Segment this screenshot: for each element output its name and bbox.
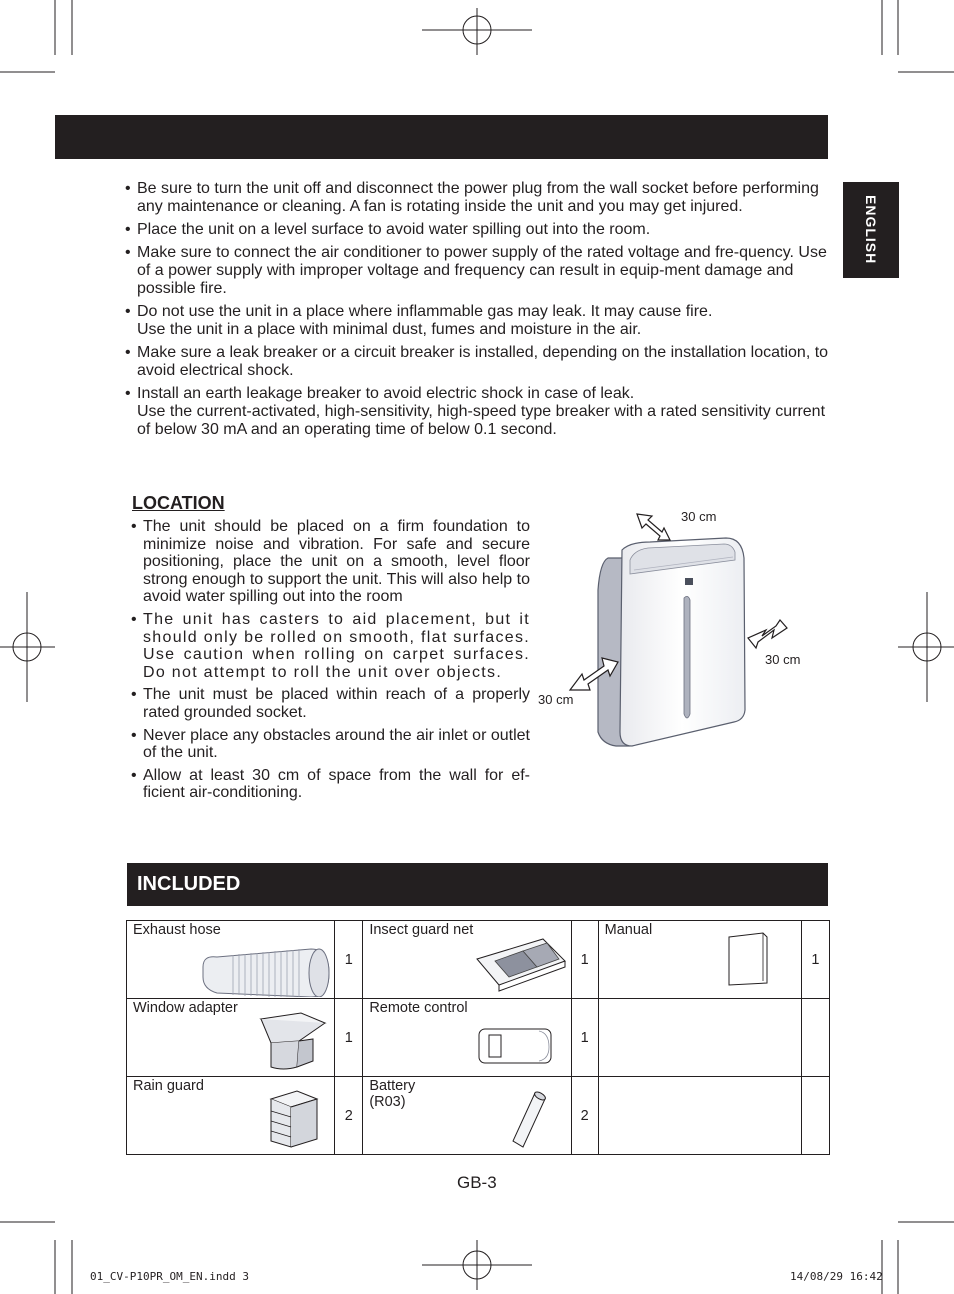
item-qty: 1 <box>335 999 363 1077</box>
location-item: • The unit has casters to aid placement, but it should only be rolled on smooth, flat surfaces. Use caution when rolling on carpet surfaces. Do not attempt to roll the unit over objects. <box>131 611 530 681</box>
table-row <box>127 921 830 999</box>
precaution-item: • Install an earth leakage breaker to avoid electric shock in case of leak. Use the current-activated, high-sensitivity, high-speed type breaker with a rated sensitivity current of below 30 mA and an operating time of below 0.1 second. <box>125 385 830 439</box>
battery-image <box>509 1089 551 1151</box>
footer-file-name: 01_CV-P10PR_OM_EN.indd 3 <box>90 1270 249 1283</box>
item-cell-empty <box>598 999 801 1077</box>
clearance-arrow-right <box>748 620 787 648</box>
clearance-label-left: 30 cm <box>538 692 574 707</box>
item-qty-empty <box>801 1077 829 1155</box>
item-cell-window-adapter <box>127 999 335 1077</box>
location-list <box>131 518 530 807</box>
item-qty: 1 <box>335 921 363 999</box>
precaution-item: • Place the unit on a level surface to avoid water spilling out into the room. <box>125 221 830 239</box>
item-name: Manual <box>604 922 653 938</box>
item-qty: 2 <box>335 1077 363 1155</box>
item-cell-insect-guard-net <box>363 921 571 999</box>
location-item: • The unit must be placed within reach of a properly rated grounded socket. <box>131 686 530 721</box>
included-items-table <box>126 920 830 1155</box>
included-title: INCLUDED <box>137 873 241 895</box>
clearance-label-right: 30 cm <box>765 652 801 667</box>
item-qty: 1 <box>801 921 829 999</box>
precautions-list <box>125 180 830 444</box>
item-name: Remote control <box>369 1000 468 1016</box>
item-cell-rain-guard <box>127 1077 335 1155</box>
item-cell-empty <box>598 1077 801 1155</box>
precaution-item: • Be sure to turn the unit off and disconnect the power plug from the wall socket before performing any maintenance or cleaning. A fan is rotating inside the unit and you may get injured. <box>125 180 830 216</box>
rain-guard-image <box>267 1085 323 1149</box>
included-header-bar <box>127 863 828 906</box>
section-header-bar <box>55 115 828 159</box>
precaution-item: • Do not use the unit in a place where inflammable gas may leak. It may cause fire. Use the unit in a place with minimal dust, fumes and moisture in the air. <box>125 303 830 339</box>
language-tab-label: ENGLISH <box>863 195 879 265</box>
item-qty: 1 <box>571 921 598 999</box>
clearance-arrow-top <box>637 514 670 540</box>
page-number: GB-3 <box>457 1173 497 1192</box>
item-qty: 1 <box>571 999 598 1077</box>
item-name: Insect guard net <box>369 922 474 938</box>
precaution-item: • Make sure to connect the air conditioner to power supply of the rated voltage and fre-quency. Use of a power supply with improper voltage and frequency can result in equip-ment damage and possible fire. <box>125 244 830 298</box>
item-cell-exhaust-hose <box>127 921 335 999</box>
location-title: LOCATION <box>132 493 225 513</box>
exhaust-hose-image <box>193 937 333 997</box>
item-name: Rain guard <box>133 1078 204 1094</box>
item-cell-manual <box>598 921 801 999</box>
footer-date-time: 14/08/29 16:42 <box>790 1270 883 1283</box>
table-row <box>127 999 830 1077</box>
item-name: Exhaust hose <box>133 922 221 938</box>
item-cell-remote-control <box>363 999 571 1077</box>
clearance-label-top: 30 cm <box>681 509 717 524</box>
item-qty: 2 <box>571 1077 598 1155</box>
clearance-illustration <box>530 500 830 760</box>
table-row <box>127 1077 830 1155</box>
location-item: • Allow at least 30 cm of space from the wall for ef-ficient air-conditioning. <box>131 767 530 802</box>
location-item: • The unit should be placed on a firm foundation to minimize noise and vibration. For safe and secure positioning, place the unit on a smooth, level floor strong enough to support the unit. This will also help to avoid water spilling out into the room <box>131 518 530 606</box>
item-name: Battery (R03) <box>369 1078 416 1110</box>
precaution-item: • Make sure a leak breaker or a circuit breaker is installed, depending on the installation location, to avoid electrical shock. <box>125 344 830 380</box>
item-cell-battery <box>363 1077 571 1155</box>
item-name: Window adapter <box>133 1000 238 1016</box>
manual-image <box>725 929 773 989</box>
remote-control-image <box>477 1027 557 1067</box>
item-qty-empty <box>801 999 829 1077</box>
insect-guard-net-image <box>473 931 569 995</box>
location-item: • Never place any obstacles around the air inlet or outlet of the unit. <box>131 727 530 762</box>
language-tab <box>843 182 899 278</box>
window-adapter-image <box>257 1009 329 1073</box>
